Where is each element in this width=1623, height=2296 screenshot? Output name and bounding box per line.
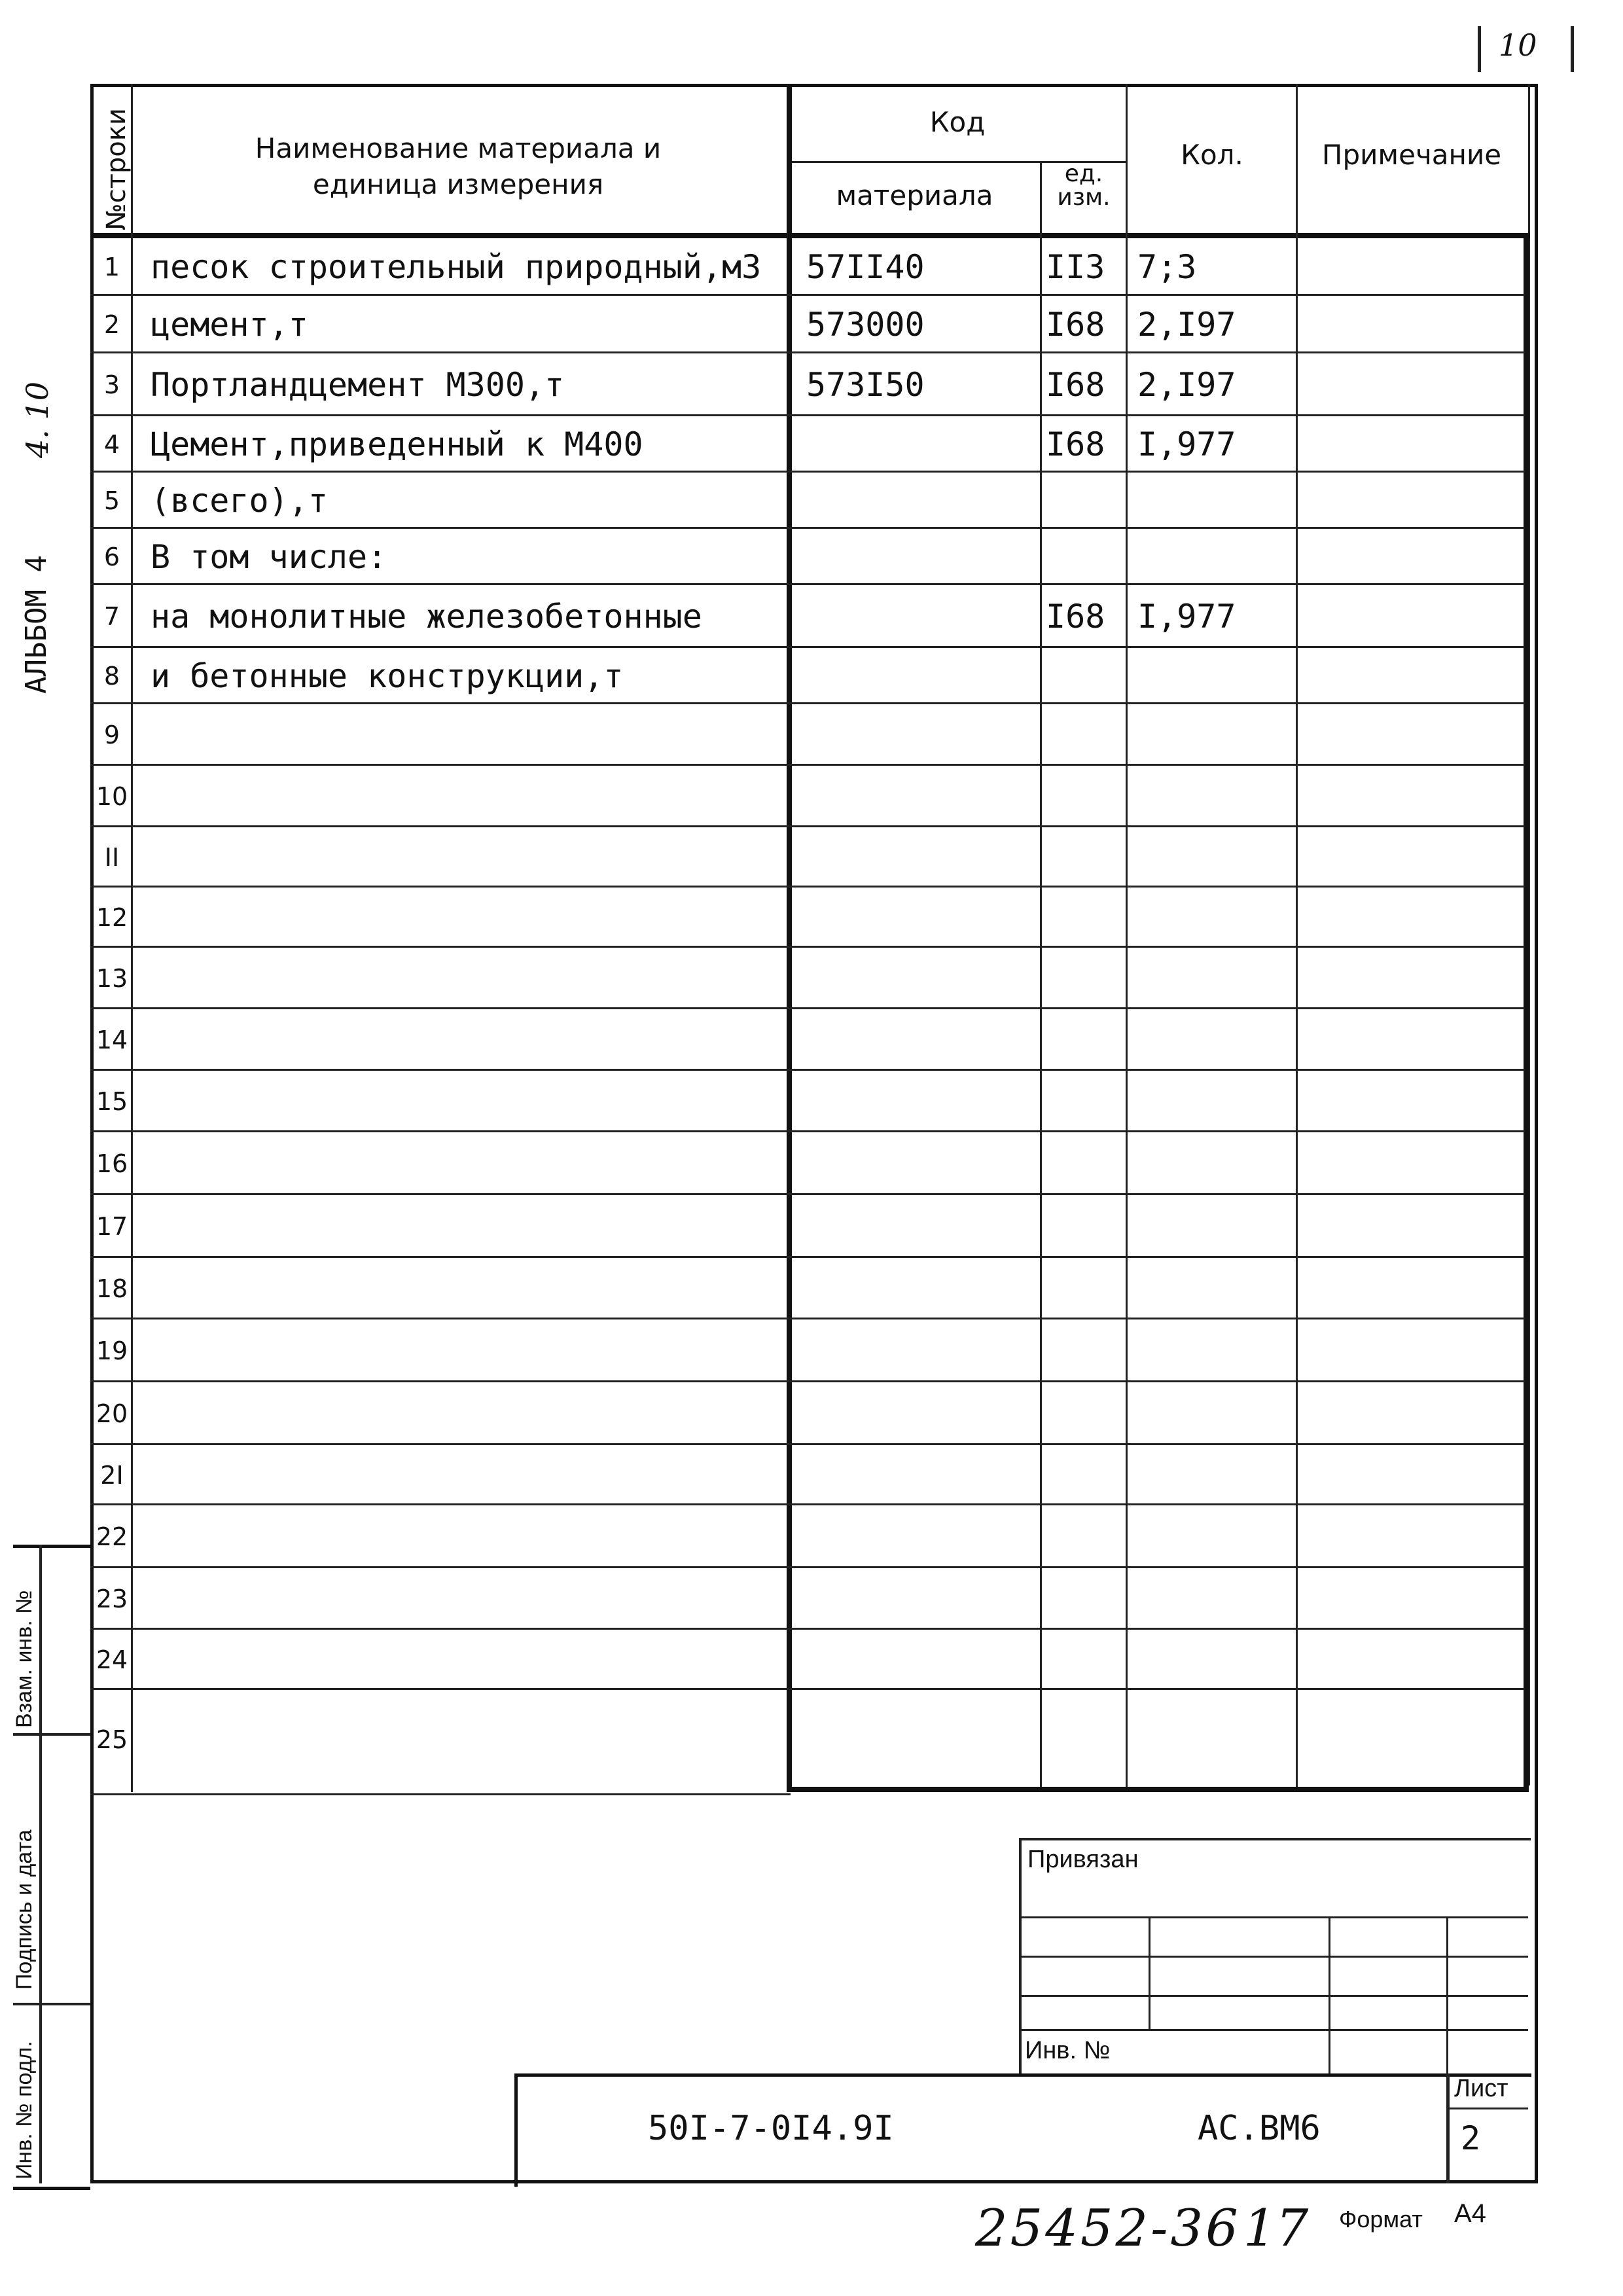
- page-number: 10: [1499, 27, 1537, 63]
- row-number: 18: [96, 1274, 128, 1303]
- header-code-group: Код: [929, 106, 986, 138]
- row-number: II: [104, 843, 120, 872]
- privyazan-line-4: [1019, 2029, 1528, 2031]
- table-row: [90, 529, 1525, 585]
- row-unit-code: I68: [1046, 598, 1105, 635]
- row-number: 12: [96, 903, 128, 932]
- table-bottom-left-rule: [90, 1793, 791, 1795]
- privyazan-line-2: [1019, 1956, 1528, 1958]
- row-material-name: и бетонные конструкции,т: [151, 658, 624, 694]
- sheet-number: 2: [1461, 2119, 1481, 2157]
- row-quantity: I,977: [1137, 598, 1236, 635]
- privyazan-label: Привязан: [1027, 1846, 1139, 1873]
- table-row: [90, 827, 1525, 888]
- doc-code: АС.ВМ6: [1198, 2109, 1321, 2148]
- header-bottom-rule: [90, 233, 1530, 238]
- top-right-tick: [1478, 26, 1481, 72]
- table-row: [90, 1195, 1525, 1258]
- row-material-code: 57II40: [806, 249, 925, 285]
- privyazan-line-1: [1019, 1916, 1528, 1918]
- side-stamp-divider: [39, 1545, 42, 2183]
- row-quantity: 2,I97: [1137, 367, 1236, 403]
- row-number: 25: [96, 1725, 128, 1754]
- row-number: 10: [96, 782, 128, 811]
- table-row: [90, 1382, 1525, 1445]
- row-material-code: 573I50: [806, 367, 925, 403]
- table-row: [90, 1258, 1525, 1319]
- row-number: 16: [96, 1149, 128, 1178]
- row-number: 3: [103, 370, 120, 399]
- row-number: 14: [96, 1026, 128, 1054]
- row-number: 6: [103, 543, 120, 571]
- table-row: [90, 585, 1525, 648]
- table-row: [90, 888, 1525, 948]
- row-number: 5: [103, 486, 120, 515]
- row-unit-code: I68: [1046, 367, 1105, 403]
- table-row: [90, 1009, 1525, 1071]
- row-quantity: I,977: [1137, 426, 1236, 463]
- table-row: [90, 416, 1525, 473]
- row-number: 22: [96, 1522, 128, 1551]
- header-code-material: материала: [836, 179, 993, 211]
- row-number: 7: [103, 602, 120, 631]
- footer-format-value: А4: [1454, 2199, 1486, 2228]
- top-right-tick-2: [1571, 26, 1574, 72]
- header-quantity: Кол.: [1181, 139, 1243, 171]
- header-code-unit: ед. изм.: [1057, 160, 1111, 211]
- row-quantity: 2,I97: [1137, 306, 1236, 343]
- privyazan-vline-3: [1446, 1916, 1448, 2073]
- privyazan-vline-1: [1149, 1916, 1150, 2029]
- row-material-name: (всего),т: [151, 482, 328, 519]
- table-row: [90, 296, 1525, 353]
- table-row: [90, 353, 1525, 416]
- side-stamp-podpis: Подпись и дата: [12, 1829, 37, 1990]
- header-note: Примечание: [1321, 139, 1502, 171]
- side-album-handwritten: 4. 10: [20, 381, 55, 458]
- side-stamp-line-1: [13, 1733, 90, 1736]
- row-material-name: песок строительный природный,м3: [151, 249, 762, 285]
- row-number: 2: [103, 310, 120, 339]
- row-number: 24: [96, 1645, 128, 1674]
- footer-format-label: Формат: [1339, 2206, 1423, 2233]
- inv-no-label: Инв. №: [1025, 2037, 1111, 2064]
- row-number: 19: [96, 1336, 128, 1365]
- table-row: [90, 948, 1525, 1009]
- row-material-name: В том числе:: [151, 539, 387, 575]
- footer-handwritten-number: 25452-36: [975, 2199, 1241, 2258]
- row-material-name: Портландцемент М300,т: [151, 367, 565, 403]
- row-number: 13: [96, 964, 128, 993]
- row-unit-code: I68: [1046, 306, 1105, 343]
- side-stamp-line-2: [13, 2003, 90, 2005]
- row-unit-code: II3: [1046, 249, 1105, 285]
- row-material-name: цемент,т: [151, 306, 308, 343]
- side-stamp-vzam: Взам. инв. №: [12, 1590, 37, 1728]
- privyazan-line-3: [1019, 1995, 1528, 1997]
- side-album-label: АЛЬБОМ 4: [20, 555, 53, 694]
- table-row: [90, 766, 1525, 827]
- table-row: [90, 704, 1525, 766]
- privyazan-vline-2: [1329, 1916, 1330, 2073]
- row-material-name: Цемент,приведенный к М400: [151, 426, 643, 463]
- row-number: 1: [103, 253, 120, 281]
- footer-handwritten-sheet: 17: [1243, 2199, 1309, 2258]
- row-number: 23: [96, 1585, 128, 1613]
- row-quantity: 7;3: [1137, 249, 1197, 285]
- table-row: [90, 1568, 1525, 1630]
- header-name: Наименование материала и единица измерения: [255, 132, 662, 200]
- table-row: [90, 1630, 1525, 1690]
- row-number: 9: [103, 721, 120, 749]
- row-number: 2I: [100, 1461, 124, 1490]
- row-number: 15: [96, 1087, 128, 1116]
- table-row: [90, 1319, 1525, 1382]
- table-row: [90, 1445, 1525, 1505]
- doc-number: 50I-7-0I4.9I: [648, 2109, 894, 2148]
- row-number: 20: [96, 1399, 128, 1428]
- table-row: [90, 1690, 1525, 1789]
- side-stamp-inv-podl: Инв. № подл.: [12, 2041, 37, 2179]
- header-row-no: №строки: [101, 108, 132, 230]
- table-row: [90, 648, 1525, 704]
- sheet-label: Лист: [1454, 2075, 1508, 2102]
- row-number: 8: [103, 662, 120, 691]
- table-row: [90, 473, 1525, 529]
- table-row: [90, 1071, 1525, 1132]
- row-unit-code: I68: [1046, 426, 1105, 463]
- row-number: 4: [103, 430, 120, 459]
- row-material-code: 573000: [806, 306, 925, 343]
- table-row: [90, 238, 1525, 296]
- table-row: [90, 1505, 1525, 1568]
- row-number: 17: [96, 1212, 128, 1241]
- row-material-name: на монолитные железобетонные: [151, 598, 702, 635]
- table-row: [90, 1132, 1525, 1195]
- sheet-hline: [1446, 2108, 1528, 2109]
- sheet-vline: [1446, 2073, 1450, 2183]
